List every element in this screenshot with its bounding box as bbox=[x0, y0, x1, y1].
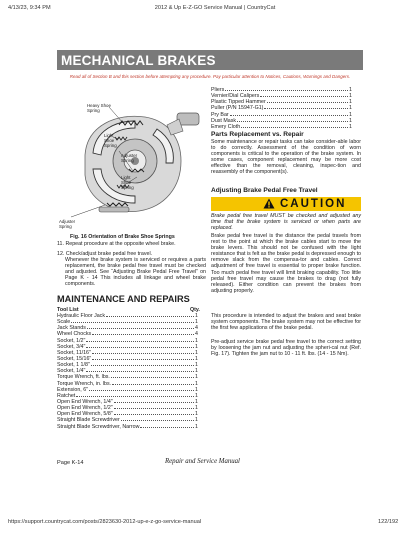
section-banner bbox=[57, 50, 363, 70]
dot-leader bbox=[76, 396, 194, 397]
dot-leader bbox=[92, 359, 194, 360]
tool-qty: 4 bbox=[195, 331, 198, 338]
tool-qty: 1 bbox=[195, 392, 198, 399]
tool-name: Wheel Chocks bbox=[57, 331, 92, 338]
dot-leader bbox=[112, 384, 194, 385]
tool-qty: 1 bbox=[349, 117, 352, 124]
dot-leader bbox=[264, 108, 348, 109]
tool-name: Socket, 15/16" bbox=[57, 355, 92, 362]
tool-qty: 1 bbox=[195, 398, 198, 405]
step-12-title: 12. Check/adjust brake pedal free travel. bbox=[57, 251, 153, 257]
dot-leader bbox=[86, 371, 194, 372]
tool-name: Open End Wrench, 1/2" bbox=[57, 405, 113, 412]
maintenance-heading: MAINTENANCE AND REPAIRS bbox=[57, 294, 190, 304]
free-travel-paragraph-1: Brake pedal free travel is the distance the pedal travels from rest to the point at which the brake cables start to move the brake levers. This should not be confused with the light resistance that is felt as the brake pedal is depressed enough to remove slack from the compensa-tor and cables. Correct adjustment of free travel is essential to proper brake function. Too much pedal free travel will limit braking capability. Too little pedal free travel may cause the brakes to drag (not fully released). Either condition can prevent the brakes from adjusting properly. bbox=[211, 233, 361, 294]
tool-name: Ratchet bbox=[57, 392, 76, 399]
tool-name: Socket, 11/16" bbox=[57, 349, 91, 356]
dot-leader bbox=[140, 427, 194, 428]
tool-name: Open End Wrench, 5/8" bbox=[57, 411, 113, 418]
dot-leader bbox=[86, 347, 194, 348]
tool-name: Torque Wrench, in. lbs. bbox=[57, 380, 112, 387]
tool-list bbox=[57, 313, 198, 430]
tool-qty: 4 bbox=[195, 325, 198, 332]
tool-qty: 1 bbox=[195, 411, 198, 418]
label-adjuster-spring-1: Adjuster Spring bbox=[121, 153, 138, 163]
free-travel-paragraph-3: Pre-adjust service brake pedal free travel to the correct setting by loosening the jam nut and adjusting the spheri-cal nut (Ref. Fig. 17). Tighten the jam nut to 10 - 11 ft. lbs. (14 - 15 Nm). bbox=[211, 339, 361, 358]
tool-qty: 1 bbox=[195, 386, 198, 393]
caution-banner bbox=[211, 197, 361, 211]
tool-list-header: Tool List bbox=[57, 307, 79, 313]
tool-name: Pry Bar bbox=[211, 111, 229, 118]
tool-qty: 1 bbox=[349, 99, 352, 106]
dot-leader bbox=[114, 402, 194, 403]
tool-qty: 1 bbox=[195, 405, 198, 412]
dot-leader bbox=[91, 365, 194, 366]
dot-leader bbox=[237, 121, 348, 122]
tool-qty: 1 bbox=[349, 87, 352, 93]
figure-caption: Fig. 16 Orientation of Brake Shoe Springs bbox=[70, 234, 175, 240]
tool-name: Socket, 1 1/8" bbox=[57, 362, 90, 369]
tool-name: Open End Wrench, 1/4" bbox=[57, 398, 113, 405]
print-page-title: 2012 & Up E-Z-GO Service Manual | CountryCat bbox=[154, 5, 276, 11]
dot-leader bbox=[225, 90, 348, 91]
tool-qty: 1 bbox=[195, 362, 198, 369]
dot-leader bbox=[86, 341, 194, 342]
parts-replacement-heading: Parts Replacement vs. Repair bbox=[211, 131, 304, 138]
tool-qty: 1 bbox=[349, 105, 352, 112]
print-url: https://support.countrycat.com/posts/2823630-2012-up-e-z-go-service-manual bbox=[8, 519, 202, 525]
tool-name: Socket, 3/4" bbox=[57, 343, 86, 350]
dot-leader bbox=[92, 334, 194, 335]
tool-name: Socket, 1/2" bbox=[57, 337, 86, 344]
tool-qty: 1 bbox=[349, 93, 352, 100]
dot-leader bbox=[111, 377, 194, 378]
section-notice: Read all of Section B and this section before attempting any procedure. Pay particular attention to Notices, Cautions, Warnings and Dangers. bbox=[69, 74, 351, 79]
tool-qty: 1 bbox=[195, 355, 198, 362]
tool-qty: 1 bbox=[195, 374, 198, 381]
print-datetime: 4/13/23, 9:34 PM bbox=[8, 5, 51, 11]
tool-name: Emery Cloth bbox=[211, 123, 241, 130]
tool-name: Puller (P/N 15947-G1) bbox=[211, 105, 264, 112]
page-label: Page K-14 bbox=[57, 460, 84, 466]
dot-leader bbox=[241, 127, 348, 128]
dot-leader bbox=[106, 316, 194, 317]
label-heavy-shoe-spring: Heavy Shoe Spring bbox=[87, 103, 111, 113]
caution-label: CAUTION bbox=[280, 197, 347, 210]
tool-qty: 1 bbox=[195, 319, 198, 326]
brake-shoe-illustration bbox=[57, 95, 207, 233]
label-light-shoe-spring-1: Light Shoe Spring bbox=[104, 133, 117, 148]
free-travel-paragraph-2: This procedure is intended to adjust the brakes and seat brake system components. The brake system may not be effective for the first few applications of the brake pedal. bbox=[211, 313, 361, 332]
tool-name: Hydraulic Floor Jack bbox=[57, 313, 105, 319]
tool-qty: 1 bbox=[195, 368, 198, 375]
dot-leader bbox=[114, 408, 194, 409]
tool-qty: 1 bbox=[195, 313, 198, 319]
tool-name: Pliers bbox=[211, 87, 225, 93]
tool-qty: 1 bbox=[195, 349, 198, 356]
tool-qty: 1 bbox=[195, 423, 198, 430]
step-12-body: Whenever the brake system is serviced or requires a parts replacement, the brake pedal free travel must be checked and adjusted. See “Adjusting Brake Pedal Free Travel” on Page K - 14 This includes all linkage and wheel brake components. bbox=[65, 257, 206, 288]
dot-leader bbox=[260, 96, 348, 97]
tool-name: Dust Mask bbox=[211, 117, 237, 124]
print-page-count: 122/192 bbox=[378, 519, 399, 525]
parts-replacement-body: Some maintenance or repair tasks can take consider-able labor to do correctly. Assessment of the condition of worn components is critical to the operation of the brake system. In some cases, component replacement may be more cost effective than the removal, cleaning, inspec-tion and reassembly of the component(s). bbox=[211, 139, 361, 176]
manual-title: Repair and Service Manual bbox=[165, 458, 240, 465]
tool-name: Jack Stands bbox=[57, 325, 86, 332]
dot-leader bbox=[92, 353, 194, 354]
tool-qty: 1 bbox=[349, 123, 352, 130]
tool-row bbox=[211, 124, 352, 130]
tool-name: Extension, 6" bbox=[57, 386, 89, 393]
tool-row bbox=[57, 424, 198, 430]
tool-list-continued bbox=[211, 87, 352, 130]
dot-leader bbox=[89, 390, 194, 391]
tool-name: Torque Wrench, ft. lbs. bbox=[57, 374, 110, 381]
caution-text: Brake pedal free travel MUST be checked and adjusted any time that the brake system is serviced or when parts are replaced. bbox=[211, 213, 361, 232]
tool-name: Plastic Tipped Hammer bbox=[211, 99, 266, 106]
warning-icon bbox=[263, 198, 275, 209]
dot-leader bbox=[87, 328, 194, 329]
dot-leader bbox=[114, 414, 194, 415]
tool-qty: 1 bbox=[195, 343, 198, 350]
tool-name: Straight Blade Screwdriver bbox=[57, 417, 120, 424]
tool-name: Scale bbox=[57, 319, 71, 326]
tool-qty: 1 bbox=[195, 337, 198, 344]
dot-leader bbox=[230, 115, 348, 116]
qty-header: Qty. bbox=[190, 307, 200, 313]
tool-name: Socket, 1/4" bbox=[57, 368, 86, 375]
section-title: MECHANICAL BRAKES bbox=[61, 53, 216, 68]
tool-qty: 1 bbox=[349, 111, 352, 118]
tool-qty: 1 bbox=[195, 380, 198, 387]
tool-name: Vernier/Dial Calipers bbox=[211, 93, 260, 100]
step-11: 11. Repeat procedure at the opposite wheel brake. bbox=[57, 241, 176, 247]
label-light-shoe-spring-2: Light Shoe Spring bbox=[121, 175, 134, 190]
adjusting-heading: Adjusting Brake Pedal Free Travel bbox=[211, 187, 318, 194]
tool-name: Straight Blade Screwdriver, Narrow bbox=[57, 423, 140, 430]
dot-leader bbox=[267, 102, 348, 103]
brake-diagram bbox=[57, 95, 207, 233]
label-adjuster-spring-2: Adjuster Spring bbox=[59, 219, 76, 229]
dot-leader bbox=[121, 420, 194, 421]
tool-qty: 1 bbox=[195, 417, 198, 424]
dot-leader bbox=[71, 322, 194, 323]
